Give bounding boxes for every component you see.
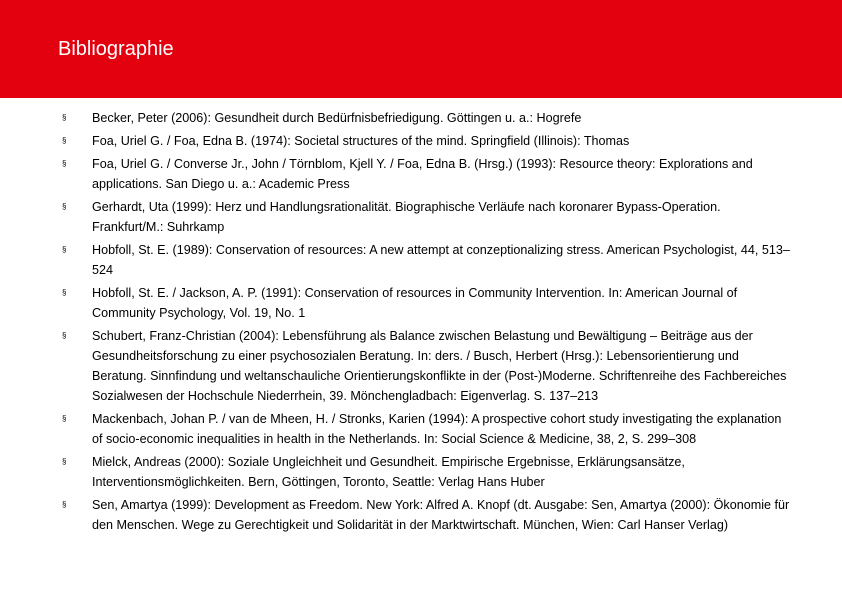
reference-item <box>62 283 792 323</box>
bullet-icon: § <box>62 457 67 466</box>
reference-text: Mackenbach, Johan P. / van de Mheen, H. / Stronks, Karien (1994): A prospective cohort study investigating the explanation of socio-economic inequalities in health in the Netherlands. In: Social Science & Medicine, 38, 2, S. 299–308 <box>92 412 782 446</box>
reference-item <box>62 452 792 492</box>
bullet-icon: § <box>62 414 67 423</box>
reference-text: Mielck, Andreas (2000): Soziale Ungleichheit und Gesundheit. Empirische Ergebnisse, Erklärungsansätze, Interventionsmöglichkeiten. Bern, Göttingen, Toronto, Seattle: Verlag Hans Huber <box>92 455 685 489</box>
reference-item <box>62 326 792 406</box>
bullet-icon: § <box>62 331 67 340</box>
page-title: Bibliographie <box>58 38 174 60</box>
bullet-icon: § <box>62 136 67 145</box>
reference-text: Becker, Peter (2006): Gesundheit durch Bedürfnisbefriedigung. Göttingen u. a.: Hogrefe <box>92 111 582 125</box>
reference-text: Gerhardt, Uta (1999): Herz und Handlungsrationalität. Biographische Verläufe nach koronarer Bypass-Operation. Frankfurt/M.: Suhrkamp <box>92 200 721 234</box>
reference-item <box>62 240 792 280</box>
reference-item <box>62 409 792 449</box>
reference-text: Hobfoll, St. E. (1989): Conservation of resources: A new attempt at conzeptionalizing stress. American Psychologist, 44, 513–524 <box>92 243 790 277</box>
reference-item <box>62 495 792 535</box>
reference-text: Schubert, Franz-Christian (2004): Lebensführung als Balance zwischen Belastung und Bewältigung – Beiträge aus der Gesundheitsforschung zu einer psychosozialen Beratung. In: ders. / Busch, Herbert (Hrsg.): Lebensorientierung und Beratung. Sinnfindung und weltanschauliche Orientierungskonflikte in der (Post-)Moderne. Schriftenreihe des Fachbereiches Sozialwesen der Hochschule Niederrhein, 39. Mönchengladbach: Eigenverlag. S. 137–213 <box>92 329 787 403</box>
reference-item <box>62 154 792 194</box>
reference-text: Foa, Uriel G. / Converse Jr., John / Törnblom, Kjell Y. / Foa, Edna B. (Hrsg.) (1993): Resource theory: Explorations and applications. San Diego u. a.: Academic Press <box>92 157 753 191</box>
bullet-icon: § <box>62 245 67 254</box>
bullet-icon: § <box>62 288 67 297</box>
reference-list <box>62 108 792 538</box>
reference-text: Hobfoll, St. E. / Jackson, A. P. (1991): Conservation of resources in Community Intervention. In: American Journal of Community Psychology, Vol. 19, No. 1 <box>92 286 738 320</box>
reference-text: Sen, Amartya (1999): Development as Freedom. New York: Alfred A. Knopf (dt. Ausgabe: Sen, Amartya (2000): Ökonomie für den Menschen. Wege zu Gerechtigkeit und Solidarität in der Marktwirtschaft. München, Wien: Carl Hanser Verlag) <box>92 498 790 532</box>
header-bar <box>0 0 842 98</box>
bullet-icon: § <box>62 202 67 211</box>
reference-item <box>62 197 792 237</box>
reference-item <box>62 131 792 151</box>
reference-item <box>62 108 792 128</box>
bullet-icon: § <box>62 500 67 509</box>
bullet-icon: § <box>62 113 67 122</box>
bullet-icon: § <box>62 159 67 168</box>
reference-text: Foa, Uriel G. / Foa, Edna B. (1974): Societal structures of the mind. Springfield (Illinois): Thomas <box>92 134 630 148</box>
